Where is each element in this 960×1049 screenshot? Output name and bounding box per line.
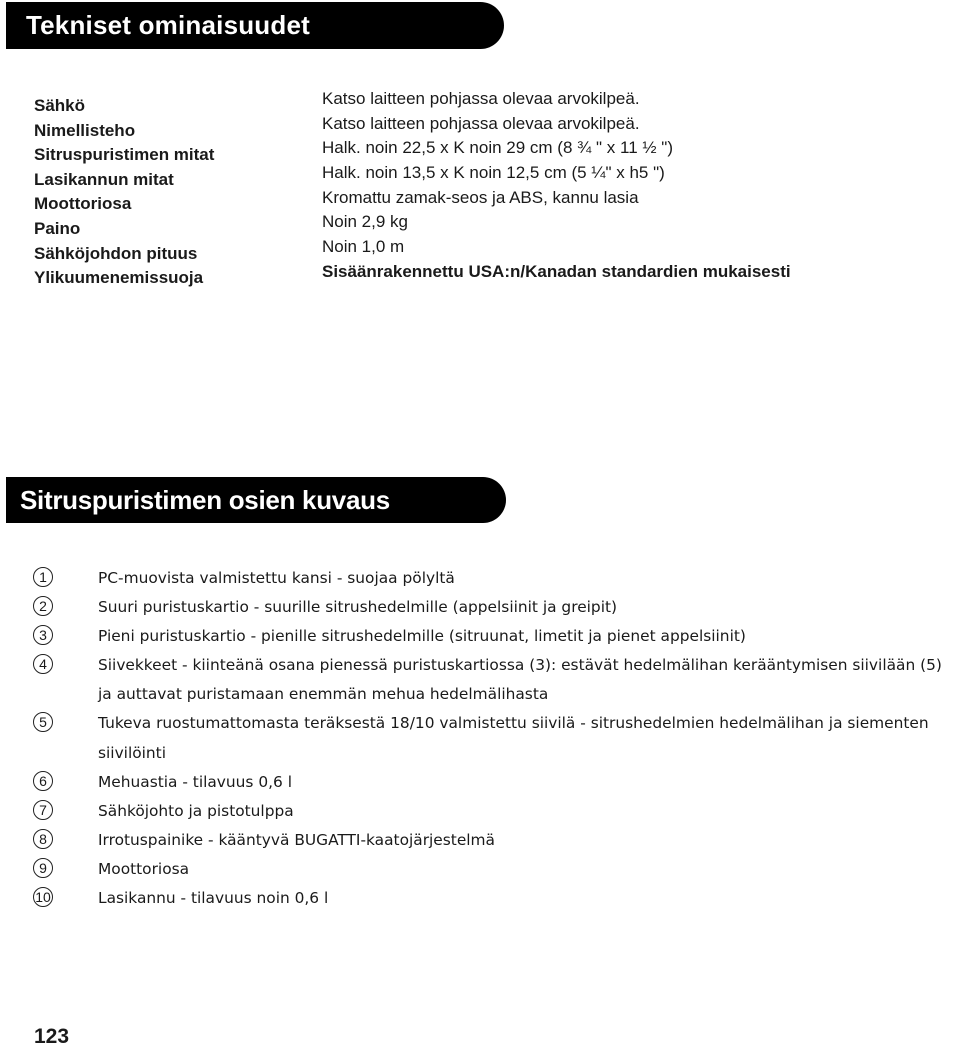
list-item <box>0 622 960 651</box>
list-item <box>0 768 960 797</box>
part-description: Pieni puristuskartio - pienille sitrushedelmille (sitruunat, limetit ja pienet appelsiinit) <box>98 627 746 646</box>
section-heading-parts: Sitruspuristimen osien kuvaus <box>6 477 506 523</box>
part-description: Irrotuspainike - kääntyvä BUGATTI-kaatojärjestelmä <box>98 830 495 849</box>
list-item <box>0 884 960 913</box>
spec-value-electricity: Katso laitteen pohjassa olevaa arvokilpeä. <box>322 89 640 108</box>
page-number: 123 <box>34 1025 70 1048</box>
spec-label-rated-power: Nimellisteho <box>34 120 136 140</box>
number-circle-icon: 10 <box>33 887 53 907</box>
spec-values-column <box>322 87 791 285</box>
spec-value-cord-length: Noin 1,0 m <box>322 237 405 257</box>
number-circle-icon: 3 <box>33 625 53 645</box>
number-circle-icon: 2 <box>33 596 53 616</box>
list-item <box>0 855 960 884</box>
list-item <box>0 651 960 709</box>
list-item <box>0 564 960 593</box>
spec-labels-column <box>34 94 214 291</box>
list-item <box>0 797 960 826</box>
section-heading-specs: Tekniset ominaisuudet <box>6 2 504 49</box>
part-description: Suuri puristuskartio - suurille sitrushedelmille (appelsiinit ja greipit) <box>98 598 618 617</box>
part-description: Lasikannu - tilavuus noin 0,6 l <box>98 889 329 908</box>
list-item <box>0 709 960 767</box>
number-circle-icon: 9 <box>33 858 53 878</box>
number-circle-icon: 1 <box>33 567 53 587</box>
number-circle-icon: 5 <box>33 712 53 732</box>
list-item <box>0 826 960 855</box>
spec-value-overheat-protection: Sisäänrakennettu USA:n/Kanadan standardien mukaisesti <box>322 261 791 281</box>
spec-value-jug-dimensions: Halk. noin 13,5 x K noin 12,5 cm (5 ¼" x h5 ") <box>322 163 665 183</box>
spec-value-rated-power: Katso laitteen pohjassa olevaa arvokilpeä. <box>322 113 640 133</box>
spec-label-cord-length: Sähköjohdon pituus <box>34 243 198 263</box>
number-circle-icon: 7 <box>33 800 53 820</box>
list-item <box>0 593 960 622</box>
part-description: PC-muovista valmistettu kansi - suojaa pölyltä <box>98 569 455 587</box>
part-description: Moottoriosa <box>98 859 190 878</box>
spec-label-motor-unit: Moottoriosa <box>34 194 132 214</box>
spec-label-electricity: Sähkö <box>34 96 86 115</box>
spec-value-motor-unit: Kromattu zamak-seos ja ABS, kannu lasia <box>322 187 639 207</box>
part-description: Tukeva ruostumattomasta teräksestä 18/10 valmistettu siivilä - sitrushedelmien hedelmälihan ja siementen siivilöinti <box>98 714 929 762</box>
part-description: Siivekkeet - kiinteänä osana pienessä puristuskartiossa (3): estävät hedelmälihan kerääntymisen siivilään (5) ja auttavat puristamaan enemmän mehua hedelmälihasta <box>98 656 942 704</box>
spec-value-juicer-dimensions: Halk. noin 22,5 x K noin 29 cm (8 ¾ " x 11 ½ ") <box>322 138 673 158</box>
number-circle-icon: 6 <box>33 771 53 791</box>
spec-label-overheat-protection: Ylikuumenemissuoja <box>34 268 204 288</box>
spec-label-weight: Paino <box>34 218 81 238</box>
part-description: Sähköjohto ja pistotulppa <box>98 801 294 820</box>
part-description: Mehuastia - tilavuus 0,6 l <box>98 772 292 791</box>
spec-label-jug-dimensions: Lasikannun mitat <box>34 169 174 189</box>
spec-value-weight: Noin 2,9 kg <box>322 212 408 232</box>
parts-list <box>0 564 960 913</box>
spec-label-juicer-dimensions: Sitruspuristimen mitat <box>34 145 215 165</box>
number-circle-icon: 4 <box>33 654 53 674</box>
number-circle-icon: 8 <box>33 829 53 849</box>
